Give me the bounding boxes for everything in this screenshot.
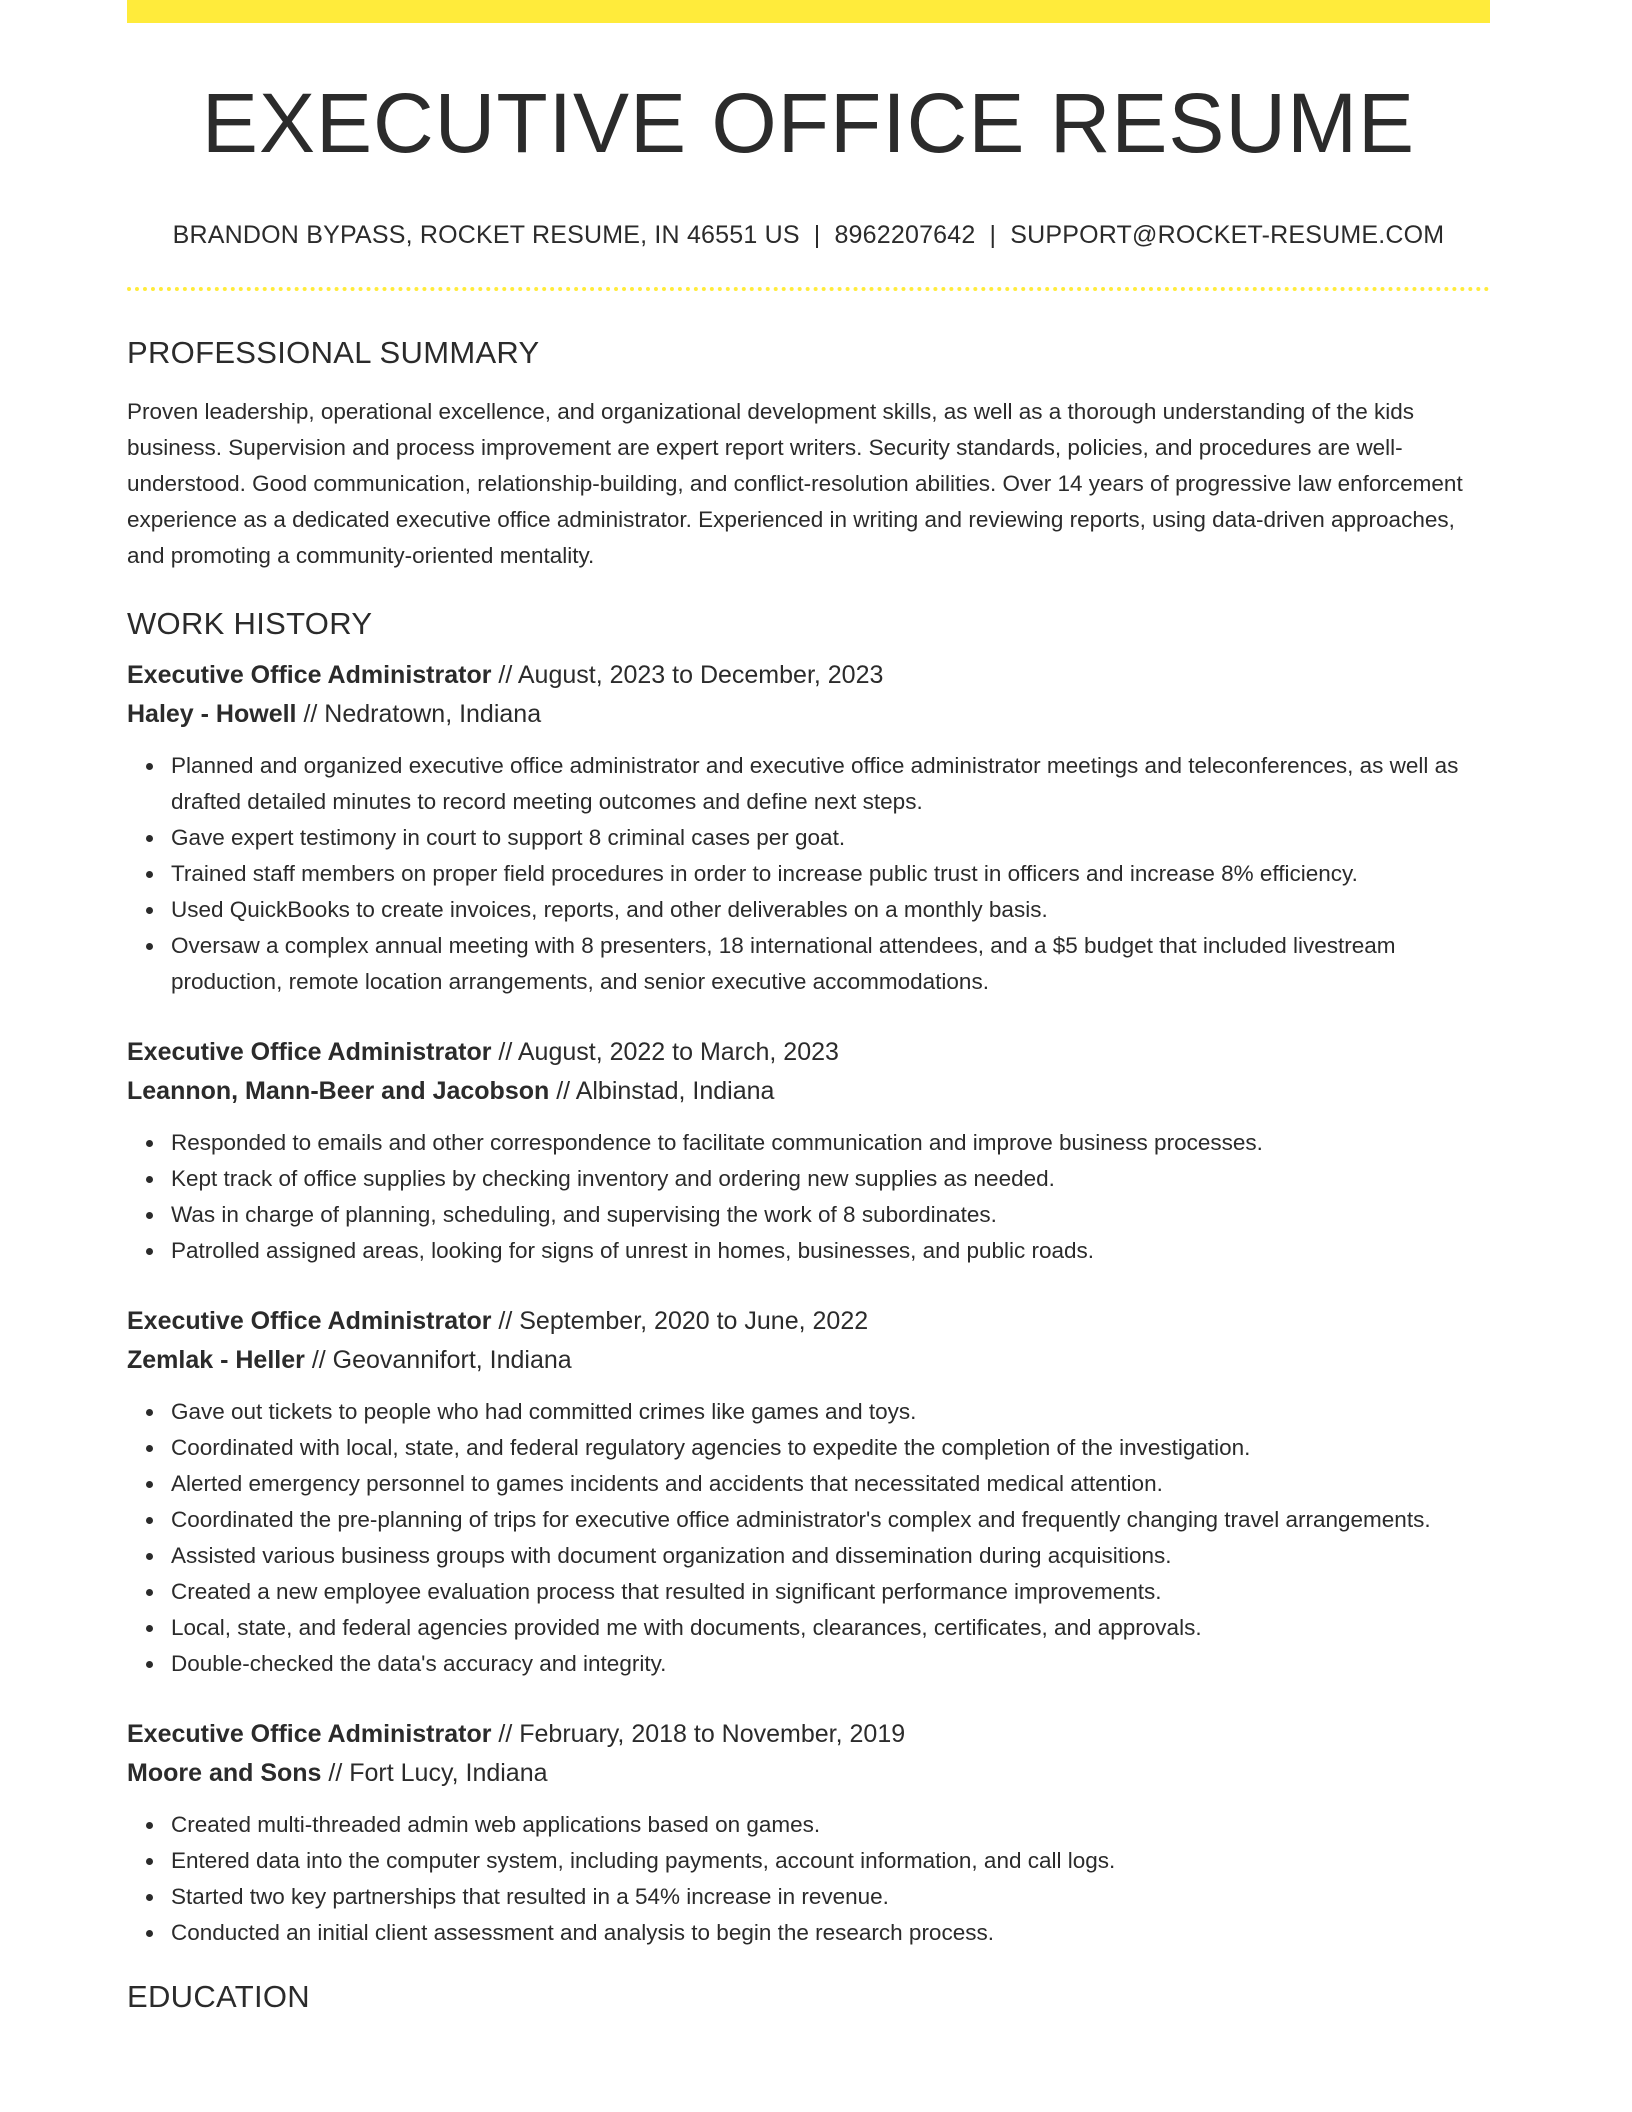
job-company-line (127, 1754, 1490, 1793)
job-location: // Albinstad, Indiana (556, 1077, 775, 1105)
job-location: // Geovannifort, Indiana (311, 1346, 572, 1374)
summary-heading: PROFESSIONAL SUMMARY (127, 335, 540, 370)
contact-line (127, 223, 1490, 248)
job-title-line (127, 1302, 1490, 1341)
job-bullet: Gave out tickets to people who had committed crimes like games and toys. (171, 1394, 1490, 1430)
job-bullet-list (127, 1125, 1490, 1269)
job-title-line (127, 1715, 1490, 1754)
resume-title: EXECUTIVE OFFICE RESUME (201, 76, 1416, 170)
contact-separator: | (813, 221, 821, 249)
job-entry (127, 1715, 1490, 1951)
work-history-heading: WORK HISTORY (127, 606, 373, 641)
job-company: Haley - Howell (127, 700, 297, 728)
job-dates: // February, 2018 to November, 2019 (498, 1720, 906, 1748)
job-company-line (127, 1341, 1490, 1380)
job-title: Executive Office Administrator (127, 1307, 492, 1335)
job-company: Leannon, Mann-Beer and Jacobson (127, 1077, 550, 1105)
dotted-divider (127, 287, 1490, 291)
job-company-line (127, 695, 1490, 734)
job-title: Executive Office Administrator (127, 1038, 492, 1066)
job-entry (127, 1033, 1490, 1269)
job-bullet: Kept track of office supplies by checking inventory and ordering new supplies as needed. (171, 1161, 1490, 1197)
job-bullet: Double-checked the data's accuracy and integrity. (171, 1646, 1490, 1682)
job-location: // Nedratown, Indiana (303, 700, 542, 728)
job-bullet: Coordinated the pre-planning of trips for executive office administrator's complex and frequently changing travel arrangements. (171, 1502, 1490, 1538)
summary-text: Proven leadership, operational excellence, and organizational development skills, as well as a thorough understanding of the kids business. Supervision and process improvement are expert report writers. Security standards, policies, and procedures are well-understood. Good communication, relationship-building, and conflict-resolution abilities. Over 14 years of progressive law enforcement experience as a dedicated executive office administrator. Experienced in writing and reviewing reports, using data-driven approaches, and promoting a community-oriented mentality. (127, 399, 1463, 568)
job-bullet-list (127, 1394, 1490, 1682)
job-dates: // September, 2020 to June, 2022 (498, 1307, 869, 1335)
contact-phone: 8962207642 (834, 221, 976, 249)
job-company: Zemlak - Heller (127, 1346, 305, 1374)
job-bullet: Responded to emails and other correspondence to facilitate communication and improve business processes. (171, 1125, 1490, 1161)
job-bullet: Gave expert testimony in court to support 8 criminal cases per goat. (171, 820, 1490, 856)
job-bullet: Coordinated with local, state, and federal regulatory agencies to expedite the completion of the investigation. (171, 1430, 1490, 1466)
resume-page (127, 0, 1490, 2012)
job-bullet: Started two key partnerships that resulted in a 54% increase in revenue. (171, 1879, 1490, 1915)
job-title-line (127, 1033, 1490, 1072)
job-title: Executive Office Administrator (127, 1720, 492, 1748)
job-company: Moore and Sons (127, 1759, 322, 1787)
work-history-list (127, 656, 1490, 1951)
job-entry (127, 656, 1490, 1000)
job-bullet: Trained staff members on proper field procedures in order to increase public trust in officers and increase 8% efficiency. (171, 856, 1490, 892)
job-bullet: Conducted an initial client assessment and analysis to begin the research process. (171, 1915, 1490, 1951)
accent-bar (127, 0, 1490, 23)
job-bullet: Was in charge of planning, scheduling, and supervising the work of 8 subordinates. (171, 1197, 1490, 1233)
job-company-line (127, 1072, 1490, 1111)
job-bullet: Entered data into the computer system, including payments, account information, and call logs. (171, 1843, 1490, 1879)
job-bullet-list (127, 1807, 1490, 1951)
job-bullet-list (127, 748, 1490, 1000)
contact-email: SUPPORT@ROCKET-RESUME.COM (1010, 221, 1445, 249)
job-bullet: Created a new employee evaluation process that resulted in significant performance improvements. (171, 1574, 1490, 1610)
job-dates: // August, 2022 to March, 2023 (498, 1038, 839, 1066)
job-bullet: Created multi-threaded admin web applications based on games. (171, 1807, 1490, 1843)
job-dates: // August, 2023 to December, 2023 (498, 661, 884, 689)
contact-address: BRANDON BYPASS, ROCKET RESUME, IN 46551 US (172, 221, 800, 249)
education-heading: EDUCATION (127, 1979, 310, 2014)
job-location: // Fort Lucy, Indiana (328, 1759, 548, 1787)
job-title-line (127, 656, 1490, 695)
job-bullet: Local, state, and federal agencies provided me with documents, clearances, certificates, and approvals. (171, 1610, 1490, 1646)
job-bullet: Used QuickBooks to create invoices, reports, and other deliverables on a monthly basis. (171, 892, 1490, 928)
job-entry (127, 1302, 1490, 1682)
job-bullet: Alerted emergency personnel to games incidents and accidents that necessitated medical attention. (171, 1466, 1490, 1502)
contact-separator: | (989, 221, 997, 249)
job-bullet: Planned and organized executive office administrator and executive office administrator meetings and teleconferences, as well as drafted detailed minutes to record meeting outcomes and define next steps. (171, 748, 1490, 820)
job-title: Executive Office Administrator (127, 661, 492, 689)
job-bullet: Assisted various business groups with document organization and dissemination during acquisitions. (171, 1538, 1490, 1574)
job-bullet: Patrolled assigned areas, looking for signs of unrest in homes, businesses, and public roads. (171, 1233, 1490, 1269)
job-bullet: Oversaw a complex annual meeting with 8 presenters, 18 international attendees, and a $5 budget that included livestream production, remote location arrangements, and senior executive accommodations. (171, 928, 1490, 1000)
